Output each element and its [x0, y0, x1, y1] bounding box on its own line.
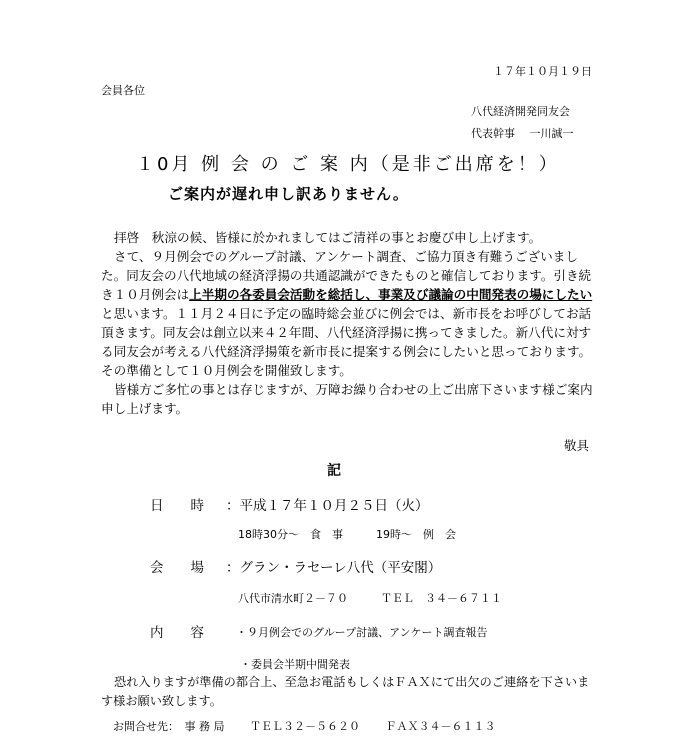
- page-title: １0月 例 会 の ご 案 内（是非ご出席を！）: [136, 154, 560, 175]
- date-value: ：平成１７年１０月２５日（火）: [226, 498, 429, 514]
- time-note: 18時30分～ 食 事 19時～ 例 会: [238, 528, 456, 541]
- content-item-1: ・９月例会でのグループ討議、アンケート調査報告: [236, 626, 488, 639]
- ki-heading: 記: [327, 463, 341, 479]
- contact-info: お問合せ先： 事 務 局 ＴＥＬ３２－５６２０ ＦＡＸ３４－６１１３: [113, 720, 496, 733]
- letter-body: [101, 228, 601, 418]
- page-subtitle: ご案内が遅れ申し訳ありません。: [168, 185, 409, 203]
- footer-note: 恐れ入りますが準備の都合上、至急お電話もしくはＦＡＸにて出欠のご連絡を下さいます様お願い致します。: [101, 675, 590, 708]
- main-paragraph-end: と思います。１１月２４日に予定の臨時総会並びに例会では、新市長をお呼びしてお話頂きます。同友会は創立以来４２年間、八代経済浮揚に携ってきました。新八代に対する同友会が考える八代経済浮揚策を新市長に提案する例会にしたいと思っております。その準備として１０月例会を開催致します。: [101, 306, 592, 378]
- venue-address: 八代市清水町２－７０ ＴＥＬ ３４－６７１１: [238, 592, 502, 605]
- content-item-2: ・委員会半期中間発表: [240, 658, 350, 671]
- recipient: 会員各位: [101, 84, 145, 97]
- organization-name: 八代経済開発同友会: [471, 105, 570, 118]
- date-label: 日 時: [150, 498, 204, 514]
- emphasis-text: 上半期の各委員会活動を総括し、事業及び議論の中間発表の場にしたい: [189, 287, 593, 302]
- main-paragraph: [101, 247, 601, 380]
- content-label: 内 容: [150, 625, 204, 641]
- request-paragraph: [101, 380, 601, 418]
- venue-value: ：グラン・ラセーレ八代（平安閣）: [226, 560, 442, 576]
- greeting-paragraph: 拝啓 秋涼の候、皆様に於かれましてはご清祥の事とお慶び申し上げます。: [114, 230, 542, 245]
- letter-date: １７年１０月１９日: [493, 65, 592, 78]
- main-paragraph-start: さて、９月例会でのグループ討議、アンケート調査、ご協力頂き有難うございました。同友会の八代地域の経済浮揚の共通認識ができたものと確信しております。引き続き１０月例会は: [101, 249, 592, 302]
- request-text: 皆様方ご多忙の事とは存じますが、万障お繰り合わせの上ご出席下さいます様ご案内申し上げます。: [101, 382, 593, 416]
- closing-word: 敬具: [564, 438, 590, 453]
- venue-label: 会 場: [150, 560, 204, 576]
- sender-name: 代表幹事 一川誠一: [471, 127, 574, 140]
